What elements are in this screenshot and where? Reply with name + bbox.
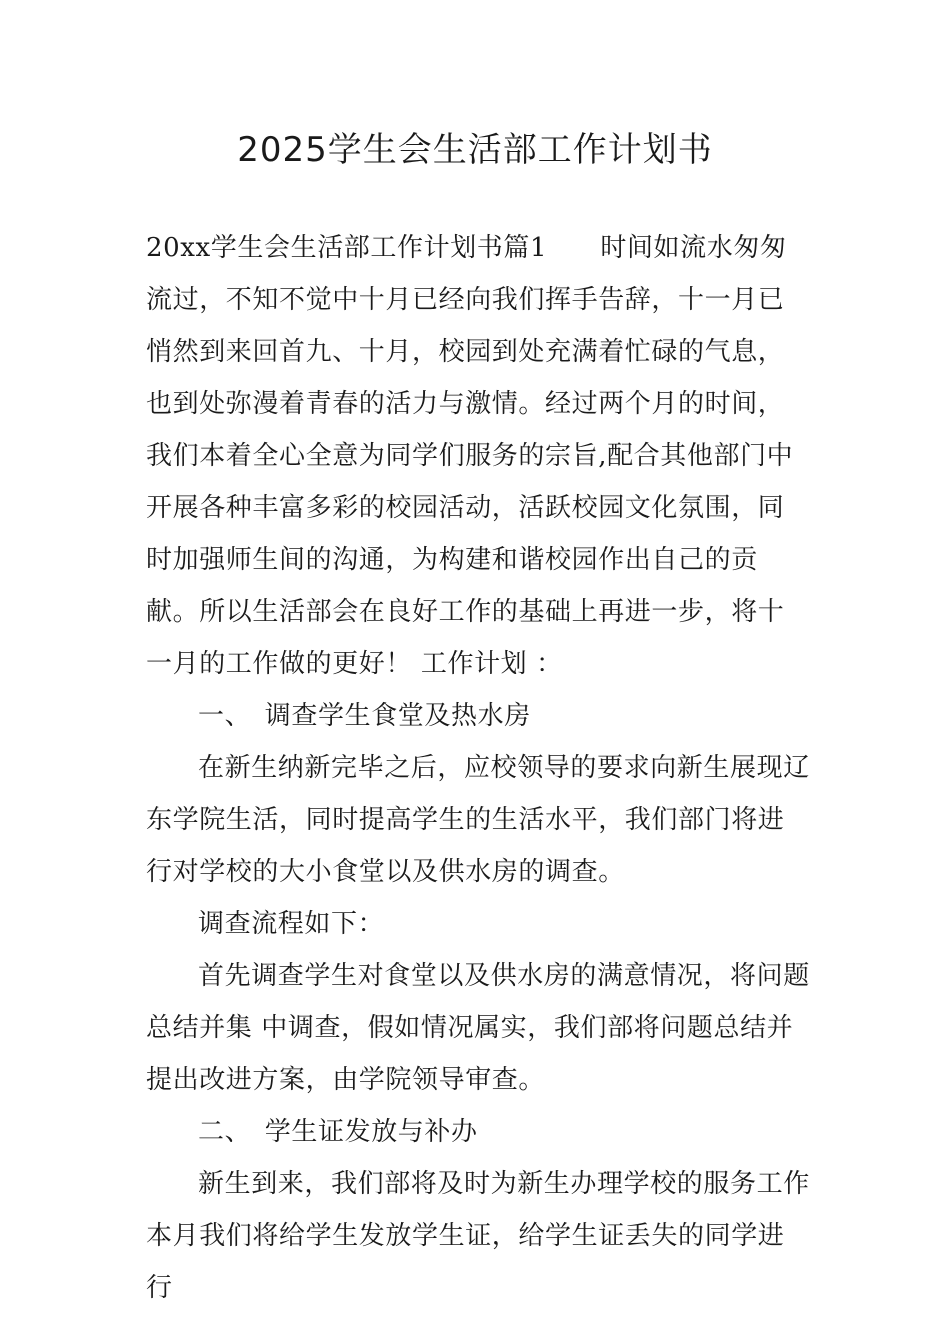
paragraph-survey-process: 首先调查学生对食堂以及供水房的满意情况，将问题总结并集 中调查，假如情况属实，我们部将问题总结并提出改进方案，由学院领导审查。 bbox=[146, 961, 810, 1095]
paragraph-survey-process-label: 调查流程如下： bbox=[198, 909, 385, 939]
document-body bbox=[146, 222, 810, 1314]
section-heading-2: 二、 学生证发放与补办 bbox=[198, 1117, 478, 1147]
paragraph-intro: 20xx学生会生活部工作计划书篇1 时间如流水匆匆流过，不知不觉中十月已经向我们挥手告辞，十一月已悄然到来回首九、十月，校园到处充满着忙碌的气息，也到处弥漫着青春的活力与激情。经过两个月的时间，我们本着全心全意为同学们服务的宗旨,配合其他部门中开展各种丰富多彩的校园活动，活跃校园文化氛围，同时加强师生间的沟通，为构建和谐校园作出自己的贡献。所以生活部会在良好工作的基础上再进一步，将十一月的工作做的更好！ 工作计划 ： bbox=[146, 233, 794, 679]
section-heading-1: 一、 调查学生食堂及热水房 bbox=[198, 701, 531, 731]
paragraph-canteen-survey: 在新生纳新完毕之后，应校领导的要求向新生展现辽东学院生活，同时提高学生的生活水平，我们部门将进行对学校的大小食堂以及供水房的调查。 bbox=[146, 753, 810, 887]
paragraph-student-card: 新生到来，我们部将及时为新生办理学校的服务工作本月我们将给学生发放学生证，给学生证丢失的同学进行 bbox=[146, 1169, 810, 1303]
document-title: 2025学生会生活部工作计划书 bbox=[237, 130, 713, 170]
